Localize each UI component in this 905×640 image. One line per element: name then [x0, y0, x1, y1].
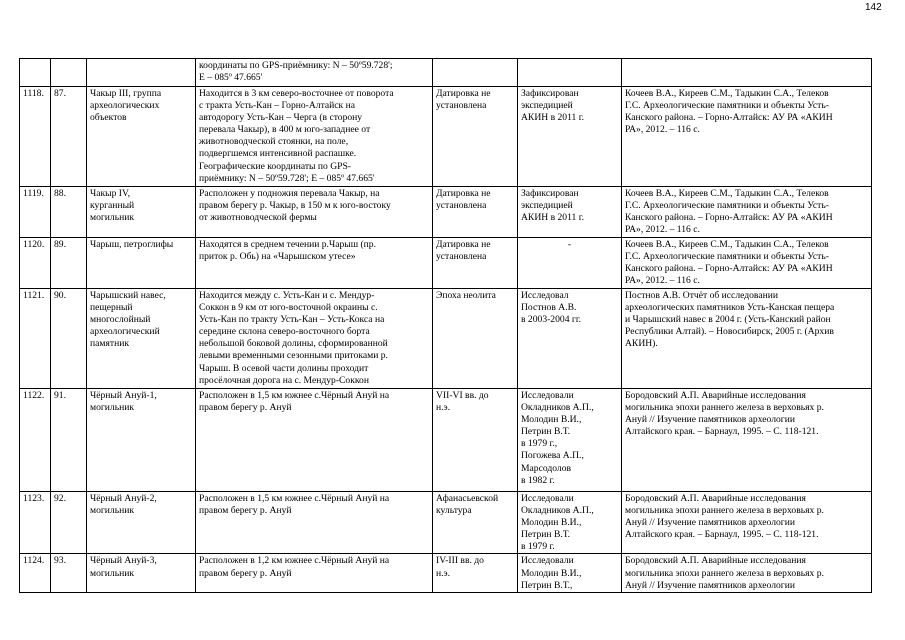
- row-number: 1121.: [20, 289, 51, 389]
- monument-name: Чёрный Ануй-3, могильник: [87, 554, 196, 592]
- monument-study: Зафиксирован экспедицией АКИН в 2011 г.: [518, 87, 622, 187]
- row-subnumber: 90.: [51, 289, 87, 389]
- monument-study: -: [518, 238, 622, 289]
- table-row: [20, 187, 872, 238]
- monument-location: Находятся в среднем течении р.Чарыш (пр. приток р. Обь) на «Чарышском утесе»: [196, 238, 433, 289]
- row-number: 1118.: [20, 87, 51, 187]
- row-number: 1124.: [20, 554, 51, 592]
- monument-study: Исследовал Постнов А.В. в 2003-2004 гг.: [518, 289, 622, 389]
- table-row: [20, 492, 872, 554]
- monument-reference: Кочеев В.А., Киреев С.М., Тадыкин С.А., Телеков Г.С. Археологические памятники и объекты Усть- Канского района. – Горно-Алтайск: АУ РА «АКИН РА», 2012. – 116 с.: [622, 238, 872, 289]
- monument-study: Зафиксирован экспедицией АКИН в 2011 г.: [518, 187, 622, 238]
- page-number: 142: [865, 2, 882, 13]
- row-number: 1119.: [20, 187, 51, 238]
- row-number: [20, 59, 51, 87]
- monument-reference: Постнов А.В. Отчёт об исследовании археологических памятников Усть-Канская пещера и Чарышский навес в 2004 г. (Усть-Канский район Республики Алтай). – Новосибирск, 2005 г. (Архив АКИН).: [622, 289, 872, 389]
- monument-dating: Афанасьевской культура: [433, 492, 518, 554]
- monument-reference: Кочеев В.А., Киреев С.М., Тадыкин С.А., Телеков Г.С. Археологические памятники и объекты Усть- Канского района. – Горно-Алтайск: АУ РА «АКИН РА», 2012. – 116 с.: [622, 87, 872, 187]
- row-subnumber: 93.: [51, 554, 87, 592]
- monument-name: Чакыр III, группа археологических объектов: [87, 87, 196, 187]
- monument-reference: Бородовский А.П. Аварийные исследования могильника эпохи раннего железа в верховьях р. Ануй // Изучение памятников археологии: [622, 554, 872, 592]
- monument-location: координаты по GPS-приёмнику: N – 50º59.728'; E – 085º 47.665': [196, 59, 433, 87]
- monument-reference: [622, 59, 872, 87]
- monument-study: Исследовали Молодин В.И., Петрин В.Т.,: [518, 554, 622, 592]
- monument-dating: Датировка не установлена: [433, 238, 518, 289]
- row-subnumber: 91.: [51, 389, 87, 492]
- row-number: 1123.: [20, 492, 51, 554]
- table-row: [20, 59, 872, 87]
- monument-name: Чарыш, петроглифы: [87, 238, 196, 289]
- row-number: 1122.: [20, 389, 51, 492]
- row-subnumber: [51, 59, 87, 87]
- monument-dating: Эпоха неолита: [433, 289, 518, 389]
- table-row: [20, 238, 872, 289]
- monument-reference: Бородовский А.П. Аварийные исследования могильника эпохи раннего железа в верховьях р. Ануй // Изучение памятников археологии Алтайского края. – Барнаул, 1995. – С. 118-121.: [622, 389, 872, 492]
- monuments-table: [19, 58, 872, 593]
- monument-study: Исследовали Окладников А.П., Молодин В.И., Петрин В.Т. в 1979 г.: [518, 492, 622, 554]
- monument-reference: Бородовский А.П. Аварийные исследования могильника эпохи раннего железа в верховьях р. Ануй // Изучение памятников археологии Алтайского края. – Барнаул, 1995. – С. 118-121.: [622, 492, 872, 554]
- monument-dating: Датировка не установлена: [433, 187, 518, 238]
- monument-name: Чарышский навес, пещерный многослойный археологический памятник: [87, 289, 196, 389]
- monument-dating: Датировка не установлена: [433, 87, 518, 187]
- monument-location: Расположен в 1,5 км южнее с.Чёрный Ануй на правом берегу р. Ануй: [196, 389, 433, 492]
- table-row: [20, 87, 872, 187]
- monument-dating: [433, 59, 518, 87]
- monument-location: Находится между с. Усть-Кан и с. Мендур- Соккон в 9 км от юго-восточной окраины с. Усть-Кан по тракту Усть-Кан – Усть-Кокса на середине склона северо-восточного борта небольшой боковой долины, сформированной левыми временными сезонными притоками р. Чарыш. В осевой части долины проходит просёлочная дорога на с. Мендур-Соккон: [196, 289, 433, 389]
- monument-location: Расположен в 1,2 км южнее с.Чёрный Ануй на правом берегу р. Ануй: [196, 554, 433, 592]
- row-subnumber: 88.: [51, 187, 87, 238]
- table-row: [20, 554, 872, 592]
- table-row: [20, 389, 872, 492]
- monument-name: Чакыр IV, курганный могильник: [87, 187, 196, 238]
- monument-study: [518, 59, 622, 87]
- monument-location: Находится в 3 км северо-восточнее от поворота с тракта Усть-Кан – Горно-Алтайск на автодорогу Усть-Кан – Черга (в сторону перевала Чакыр), в 400 м юго-западнее от животноводческой стоянки, на поле, подвергшемся интенсивной распашке. Географические координаты по GPS- приёмнику: N – 50º59.728'; E – 085º 47.665': [196, 87, 433, 187]
- monument-study: Исследовали Окладников А.П., Молодин В.И., Петрин В.Т. в 1979 г., Погожева А.П., Марсодолов в 1982 г.: [518, 389, 622, 492]
- monument-name: Чёрный Ануй-2, могильник: [87, 492, 196, 554]
- row-subnumber: 92.: [51, 492, 87, 554]
- monument-dating: IV-III вв. до н.э.: [433, 554, 518, 592]
- row-number: 1120.: [20, 238, 51, 289]
- row-subnumber: 87.: [51, 87, 87, 187]
- monument-name: Чёрный Ануй-1, могильник: [87, 389, 196, 492]
- monument-location: Расположен у подножия перевала Чакыр, на правом берегу р. Чакыр, в 150 м к юго-востоку от животноводческой фермы: [196, 187, 433, 238]
- table-row: [20, 289, 872, 389]
- monument-name: [87, 59, 196, 87]
- row-subnumber: 89.: [51, 238, 87, 289]
- monument-reference: Кочеев В.А., Киреев С.М., Тадыкин С.А., Телеков Г.С. Археологические памятники и объекты Усть- Канского района. – Горно-Алтайск: АУ РА «АКИН РА», 2012. – 116 с.: [622, 187, 872, 238]
- monument-dating: VII-VI вв. до н.э.: [433, 389, 518, 492]
- monument-location: Расположен в 1,5 км южнее с.Чёрный Ануй на правом берегу р. Ануй: [196, 492, 433, 554]
